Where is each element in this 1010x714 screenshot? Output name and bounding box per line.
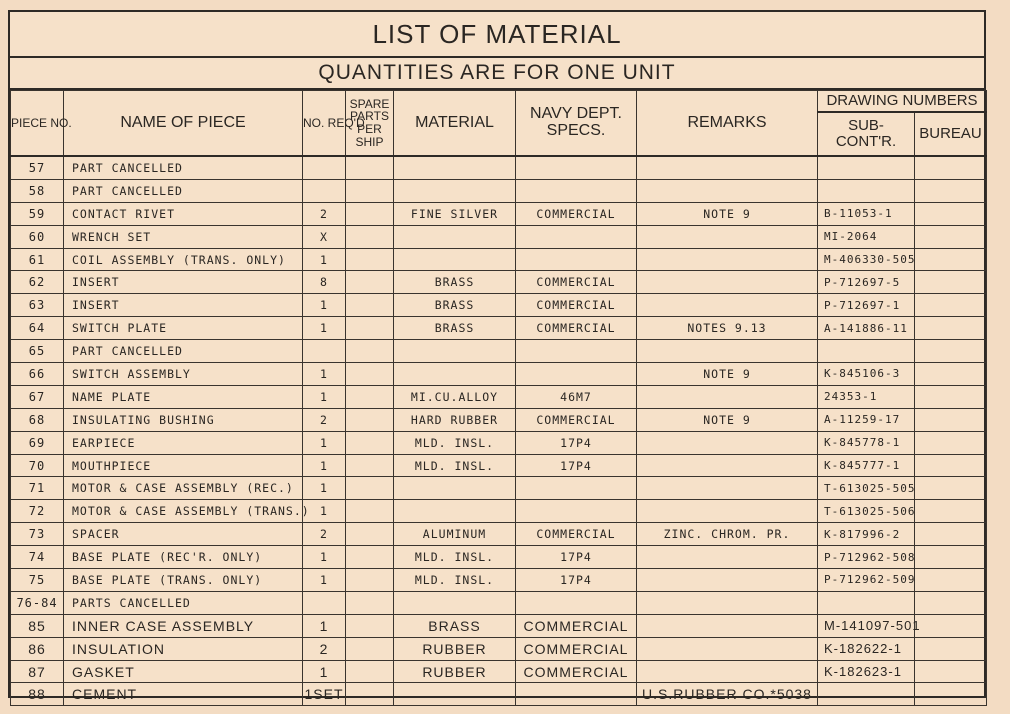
subcontractor-drawing-cell: K-182622-1 (818, 637, 915, 660)
navy-spec-cell: 46M7 (516, 385, 637, 408)
table-row (11, 385, 987, 408)
material-cell: MLD. INSL. (394, 569, 516, 592)
subcontractor-drawing-cell: K-845777-1 (818, 454, 915, 477)
bureau-drawing-cell (915, 614, 987, 637)
piece-name-cell: BASE PLATE (REC'R. ONLY) (64, 546, 303, 569)
qty-required-cell: 1 (303, 454, 346, 477)
piece-no-cell: 72 (11, 500, 64, 523)
navy-spec-cell: COMMERCIAL (516, 408, 637, 431)
bureau-drawing-cell (915, 248, 987, 271)
spare-parts-cell (346, 477, 394, 500)
qty-required-cell: 1 (303, 660, 346, 683)
piece-no-cell: 86 (11, 637, 64, 660)
bureau-drawing-cell (915, 271, 987, 294)
material-cell (394, 156, 516, 179)
material-cell: MI.CU.ALLOY (394, 385, 516, 408)
material-table (10, 90, 987, 706)
table-row (11, 477, 987, 500)
navy-spec-cell: COMMERCIAL (516, 202, 637, 225)
material-cell: MLD. INSL. (394, 431, 516, 454)
remarks-cell (637, 179, 818, 202)
piece-name-cell: PART CANCELLED (64, 340, 303, 363)
piece-no-cell: 68 (11, 408, 64, 431)
bureau-drawing-cell (915, 156, 987, 179)
table-row (11, 523, 987, 546)
piece-no-cell: 61 (11, 248, 64, 271)
table-row (11, 500, 987, 523)
table-row (11, 637, 987, 660)
subcontractor-drawing-cell: K-845106-3 (818, 363, 915, 386)
qty-required-cell: 1 (303, 569, 346, 592)
subcontractor-drawing-cell: M-406330-505 (818, 248, 915, 271)
remarks-cell (637, 385, 818, 408)
bureau-drawing-cell (915, 591, 987, 614)
spare-parts-cell (346, 363, 394, 386)
spare-parts-cell (346, 683, 394, 706)
table-row (11, 546, 987, 569)
bureau-drawing-cell (915, 477, 987, 500)
subcontractor-drawing-cell: MI-2064 (818, 225, 915, 248)
qty-required-cell: 1 (303, 317, 346, 340)
material-cell: RUBBER (394, 637, 516, 660)
piece-no-cell: 58 (11, 179, 64, 202)
piece-name-cell: INSERT (64, 271, 303, 294)
bureau-drawing-cell (915, 454, 987, 477)
subcontractor-drawing-cell: P-712962-509 (818, 569, 915, 592)
piece-no-cell: 74 (11, 546, 64, 569)
bureau-drawing-cell (915, 431, 987, 454)
bureau-drawing-cell (915, 294, 987, 317)
table-row (11, 179, 987, 202)
material-cell (394, 225, 516, 248)
qty-required-cell: 1 (303, 294, 346, 317)
bureau-drawing-cell (915, 408, 987, 431)
material-cell: RUBBER (394, 660, 516, 683)
piece-name-cell: PART CANCELLED (64, 179, 303, 202)
piece-name-cell: MOTOR & CASE ASSEMBLY (REC.) (64, 477, 303, 500)
remarks-cell (637, 660, 818, 683)
bureau-drawing-cell (915, 340, 987, 363)
qty-required-cell: 2 (303, 523, 346, 546)
piece-no-cell: 73 (11, 523, 64, 546)
subcontractor-drawing-cell (818, 156, 915, 179)
piece-no-cell: 88 (11, 683, 64, 706)
subcontractor-drawing-cell: A-11259-17 (818, 408, 915, 431)
table-row (11, 340, 987, 363)
subcontractor-drawing-cell: T-613025-506 (818, 500, 915, 523)
piece-name-cell: EARPIECE (64, 431, 303, 454)
spare-parts-cell (346, 500, 394, 523)
table-row (11, 271, 987, 294)
qty-required-cell: 1 (303, 431, 346, 454)
qty-required-cell: 2 (303, 408, 346, 431)
table-row (11, 431, 987, 454)
spare-parts-cell (346, 614, 394, 637)
spare-parts-cell (346, 660, 394, 683)
remarks-cell (637, 294, 818, 317)
qty-required-cell (303, 591, 346, 614)
remarks-cell (637, 477, 818, 500)
navy-spec-cell (516, 500, 637, 523)
remarks-cell: NOTE 9 (637, 363, 818, 386)
piece-name-cell: INSERT (64, 294, 303, 317)
table-row (11, 294, 987, 317)
bureau-drawing-cell (915, 523, 987, 546)
spare-parts-cell (346, 179, 394, 202)
piece-name-cell: PART CANCELLED (64, 156, 303, 179)
header-navy-specs: NAVY DEPT. SPECS. (516, 91, 637, 157)
material-cell (394, 340, 516, 363)
spare-parts-cell (346, 454, 394, 477)
navy-spec-cell: COMMERCIAL (516, 271, 637, 294)
subcontractor-drawing-cell: P-712697-5 (818, 271, 915, 294)
remarks-cell: NOTE 9 (637, 202, 818, 225)
header-spare-parts: SPARE PARTS PER SHIP (346, 91, 394, 157)
bureau-drawing-cell (915, 500, 987, 523)
spare-parts-cell (346, 225, 394, 248)
piece-no-cell: 62 (11, 271, 64, 294)
qty-required-cell: 1 (303, 363, 346, 386)
bureau-drawing-cell (915, 569, 987, 592)
piece-no-cell: 87 (11, 660, 64, 683)
table-row (11, 614, 987, 637)
material-cell: MLD. INSL. (394, 454, 516, 477)
header-no-reqd: NO. REQ'D (303, 91, 346, 157)
subcontractor-drawing-cell: B-11053-1 (818, 202, 915, 225)
navy-spec-cell (516, 340, 637, 363)
qty-required-cell: 1SET (303, 683, 346, 706)
subcontractor-drawing-cell: P-712697-1 (818, 294, 915, 317)
spare-parts-cell (346, 431, 394, 454)
subcontractor-drawing-cell (818, 340, 915, 363)
navy-spec-cell (516, 363, 637, 386)
bureau-drawing-cell (915, 179, 987, 202)
spare-parts-cell (346, 637, 394, 660)
table-row (11, 569, 987, 592)
remarks-cell (637, 431, 818, 454)
bureau-drawing-cell (915, 546, 987, 569)
material-cell: BRASS (394, 614, 516, 637)
bureau-drawing-cell (915, 225, 987, 248)
spare-parts-cell (346, 546, 394, 569)
navy-spec-cell: 17P4 (516, 454, 637, 477)
subcontractor-drawing-cell: P-712962-508 (818, 546, 915, 569)
material-cell (394, 363, 516, 386)
piece-no-cell: 64 (11, 317, 64, 340)
subcontractor-drawing-cell: K-817996-2 (818, 523, 915, 546)
piece-no-cell: 57 (11, 156, 64, 179)
piece-name-cell: SWITCH ASSEMBLY (64, 363, 303, 386)
piece-name-cell: SWITCH PLATE (64, 317, 303, 340)
material-cell: ALUMINUM (394, 523, 516, 546)
header-remarks: REMARKS (637, 91, 818, 157)
bureau-drawing-cell (915, 637, 987, 660)
spare-parts-cell (346, 156, 394, 179)
bureau-drawing-cell (915, 660, 987, 683)
navy-spec-cell: 17P4 (516, 431, 637, 454)
piece-name-cell: NAME PLATE (64, 385, 303, 408)
subcontractor-drawing-cell: A-141886-11 (818, 317, 915, 340)
piece-no-cell: 63 (11, 294, 64, 317)
navy-spec-cell: COMMERCIAL (516, 317, 637, 340)
subcontractor-drawing-cell: K-845778-1 (818, 431, 915, 454)
navy-spec-cell (516, 225, 637, 248)
piece-no-cell: 69 (11, 431, 64, 454)
piece-no-cell: 67 (11, 385, 64, 408)
piece-name-cell: GASKET (64, 660, 303, 683)
material-cell (394, 500, 516, 523)
qty-required-cell: 1 (303, 248, 346, 271)
qty-required-cell: 1 (303, 385, 346, 408)
piece-name-cell: MOTOR & CASE ASSEMBLY (TRANS.) (64, 500, 303, 523)
remarks-cell: NOTES 9.13 (637, 317, 818, 340)
piece-name-cell: COIL ASSEMBLY (TRANS. ONLY) (64, 248, 303, 271)
material-cell (394, 591, 516, 614)
qty-required-cell: 1 (303, 614, 346, 637)
piece-name-cell: WRENCH SET (64, 225, 303, 248)
piece-name-cell: INSULATING BUSHING (64, 408, 303, 431)
navy-spec-cell: 17P4 (516, 569, 637, 592)
navy-spec-cell: COMMERCIAL (516, 614, 637, 637)
qty-required-cell: 2 (303, 637, 346, 660)
remarks-cell (637, 156, 818, 179)
qty-required-cell: 2 (303, 202, 346, 225)
material-cell (394, 248, 516, 271)
bureau-drawing-cell (915, 363, 987, 386)
spare-parts-cell (346, 569, 394, 592)
qty-required-cell (303, 340, 346, 363)
piece-no-cell: 70 (11, 454, 64, 477)
bureau-drawing-cell (915, 317, 987, 340)
subcontractor-drawing-cell: M-141097-501 (818, 614, 915, 637)
subcontractor-drawing-cell: T-613025-505 (818, 477, 915, 500)
remarks-cell (637, 340, 818, 363)
remarks-cell (637, 546, 818, 569)
spare-parts-cell (346, 385, 394, 408)
navy-spec-cell: COMMERCIAL (516, 660, 637, 683)
document-title: LIST OF MATERIAL (10, 12, 984, 58)
remarks-cell: NOTE 9 (637, 408, 818, 431)
spare-parts-cell (346, 271, 394, 294)
subcontractor-drawing-cell: K-182623-1 (818, 660, 915, 683)
remarks-cell (637, 454, 818, 477)
spare-parts-cell (346, 591, 394, 614)
piece-name-cell: CONTACT RIVET (64, 202, 303, 225)
piece-no-cell: 85 (11, 614, 64, 637)
remarks-cell: ZINC. CHROM. PR. (637, 523, 818, 546)
bureau-drawing-cell (915, 385, 987, 408)
material-cell (394, 477, 516, 500)
table-row (11, 660, 987, 683)
navy-spec-cell (516, 156, 637, 179)
material-cell: MLD. INSL. (394, 546, 516, 569)
spare-parts-cell (346, 294, 394, 317)
qty-required-cell: 1 (303, 477, 346, 500)
piece-no-cell: 75 (11, 569, 64, 592)
table-row (11, 408, 987, 431)
document-subtitle: QUANTITIES ARE FOR ONE UNIT (10, 58, 984, 90)
piece-no-cell: 76-84 (11, 591, 64, 614)
qty-required-cell (303, 156, 346, 179)
navy-spec-cell: 17P4 (516, 546, 637, 569)
header-subcontractor: SUB-CONT'R. (818, 112, 915, 156)
spare-parts-cell (346, 248, 394, 271)
qty-required-cell: 1 (303, 500, 346, 523)
table-row (11, 454, 987, 477)
qty-required-cell: X (303, 225, 346, 248)
subcontractor-drawing-cell (818, 683, 915, 706)
remarks-cell (637, 225, 818, 248)
table-row (11, 591, 987, 614)
navy-spec-cell (516, 591, 637, 614)
remarks-cell (637, 591, 818, 614)
remarks-cell: U.S.RUBBER CO.*5038 (637, 683, 818, 706)
subcontractor-drawing-cell (818, 591, 915, 614)
piece-name-cell: PARTS CANCELLED (64, 591, 303, 614)
table-row (11, 156, 987, 179)
piece-no-cell: 66 (11, 363, 64, 386)
qty-required-cell: 8 (303, 271, 346, 294)
piece-name-cell: MOUTHPIECE (64, 454, 303, 477)
remarks-cell (637, 569, 818, 592)
remarks-cell (637, 248, 818, 271)
material-cell: BRASS (394, 317, 516, 340)
piece-no-cell: 71 (11, 477, 64, 500)
material-cell: FINE SILVER (394, 202, 516, 225)
table-row (11, 248, 987, 271)
material-cell (394, 683, 516, 706)
material-cell: BRASS (394, 271, 516, 294)
spare-parts-cell (346, 317, 394, 340)
header-name-of-piece: NAME OF PIECE (64, 91, 303, 157)
header-bureau: BUREAU (915, 112, 987, 156)
piece-name-cell: CEMENT (64, 683, 303, 706)
material-cell: BRASS (394, 294, 516, 317)
piece-name-cell: INNER CASE ASSEMBLY (64, 614, 303, 637)
navy-spec-cell (516, 477, 637, 500)
subcontractor-drawing-cell: 24353-1 (818, 385, 915, 408)
navy-spec-cell: COMMERCIAL (516, 294, 637, 317)
header-piece-no: PIECE NO. (11, 91, 64, 157)
piece-no-cell: 59 (11, 202, 64, 225)
qty-required-cell: 1 (303, 546, 346, 569)
qty-required-cell (303, 179, 346, 202)
piece-name-cell: SPACER (64, 523, 303, 546)
table-row (11, 317, 987, 340)
navy-spec-cell (516, 179, 637, 202)
navy-spec-cell: COMMERCIAL (516, 637, 637, 660)
piece-no-cell: 60 (11, 225, 64, 248)
spare-parts-cell (346, 408, 394, 431)
spare-parts-cell (346, 523, 394, 546)
remarks-cell (637, 500, 818, 523)
navy-spec-cell (516, 248, 637, 271)
material-list-sheet (8, 10, 986, 703)
spare-parts-cell (346, 202, 394, 225)
navy-spec-cell: COMMERCIAL (516, 523, 637, 546)
table-row (11, 225, 987, 248)
table-row (11, 202, 987, 225)
table-row (11, 683, 987, 706)
subcontractor-drawing-cell (818, 179, 915, 202)
remarks-cell (637, 637, 818, 660)
remarks-cell (637, 614, 818, 637)
bureau-drawing-cell (915, 202, 987, 225)
piece-name-cell: INSULATION (64, 637, 303, 660)
bureau-drawing-cell (915, 683, 987, 706)
material-cell (394, 179, 516, 202)
material-cell: HARD RUBBER (394, 408, 516, 431)
header-drawing-numbers: DRAWING NUMBERS (818, 91, 987, 113)
table-row (11, 363, 987, 386)
piece-no-cell: 65 (11, 340, 64, 363)
header-material: MATERIAL (394, 91, 516, 157)
piece-name-cell: BASE PLATE (TRANS. ONLY) (64, 569, 303, 592)
navy-spec-cell (516, 683, 637, 706)
spare-parts-cell (346, 340, 394, 363)
remarks-cell (637, 271, 818, 294)
